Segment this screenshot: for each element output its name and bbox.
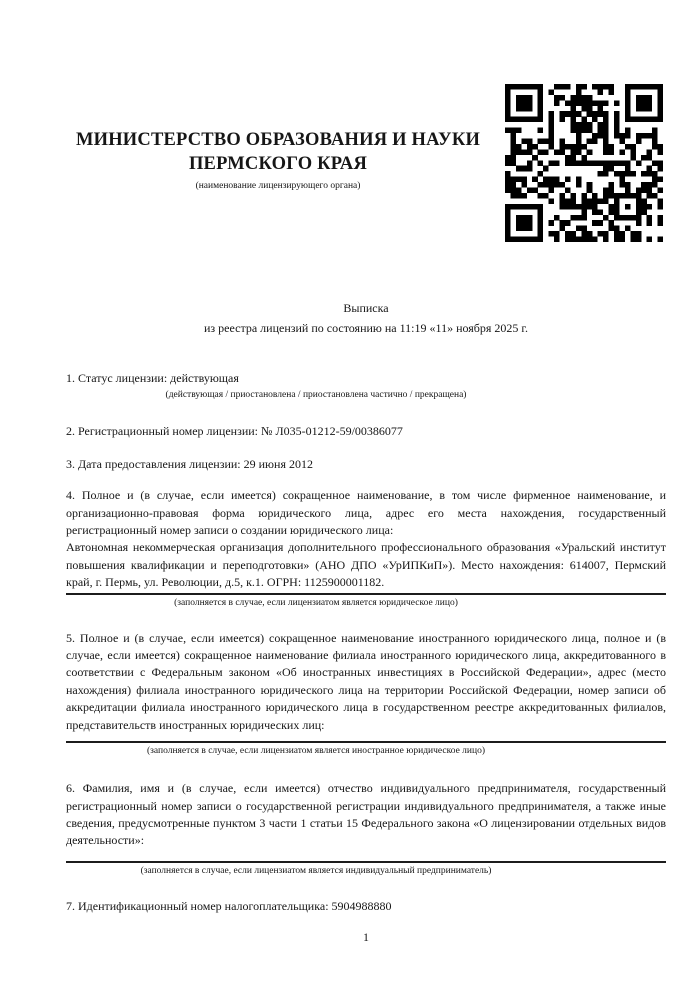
item-grant-date bbox=[66, 456, 666, 473]
item-legal-entity bbox=[66, 487, 666, 609]
ministry-name-line2: ПЕРМСКОГО КРАЯ bbox=[188, 154, 368, 174]
registration-number-text: 2. Регистрационный номер лицензии: № Л035-01212-59/00386077 bbox=[66, 424, 403, 439]
document-body bbox=[66, 298, 666, 946]
item-registration-number bbox=[66, 423, 666, 440]
legal-entity-fill-rule bbox=[66, 593, 666, 595]
licensing-authority-caption: (наименование лицензирующего органа) bbox=[195, 181, 361, 191]
foreign-entity-fill-rule bbox=[66, 741, 666, 743]
individual-entrepreneur-caption: (заполняется в случае, если лицензиатом является индивидуальный предприниматель) bbox=[140, 865, 492, 876]
item-license-status bbox=[66, 370, 666, 402]
item-individual-entrepreneur bbox=[66, 780, 666, 878]
item-foreign-entity bbox=[66, 630, 666, 758]
foreign-entity-question: 5. Полное и (в случае, если имеется) сокращенное наименование иностранного юридического лица, полное и (в случае, если имеется) сокращенное наименование филиала иностранного юридического лица, аккредитованного в соответствии с Федеральным законом «Об иностранных инвестициях в Российской Федерации», адрес (место нахождения) филиала иностранного юридического лица на территории Российской Федерации, номер записи об аккредитации филиала иностранного юридического лица в государственном реестре аккредитованных филиалов, представительств иностранных юридических лиц: bbox=[66, 630, 666, 732]
item-inn bbox=[66, 898, 666, 915]
legal-entity-question: 4. Полное и (в случае, если имеется) сокращенное наименование, в том числе фирменное наименование, и организационно-правовая форма юридического лица, адрес его места нахождения, государственный регистрационный номер записи о создании юридического лица: bbox=[66, 488, 666, 538]
legal-entity-caption: (заполняется в случае, если лицензиатом является юридическое лицо) bbox=[174, 597, 458, 608]
ministry-header bbox=[66, 128, 490, 193]
qr-code-image bbox=[505, 84, 663, 242]
page-number: 1 bbox=[363, 930, 369, 945]
foreign-entity-caption: (заполняется в случае, если лицензиатом является иностранное юридическое лицо) bbox=[147, 746, 485, 757]
qr-code bbox=[505, 84, 663, 242]
inn-text: 7. Идентификационный номер налогоплательщика: 5904988880 bbox=[66, 898, 392, 913]
individual-entrepreneur-fill-rule bbox=[66, 861, 666, 863]
license-status-text: 1. Статус лицензии: действующая bbox=[66, 371, 239, 385]
legal-entity-answer: Автономная некоммерческая организация дополнительного профессионального образования «Уральский институт повышения квалификации и переподготовки» (АНО ДПО «УрИПКиП»). Место нахождения: 614007, Пермский край, г. Пермь, ул. Революции, д.5, к.1. ОГРН: 1125900001182. bbox=[66, 540, 666, 590]
grant-date-text: 3. Дата предоставления лицензии: 29 июня 2012 bbox=[66, 456, 313, 471]
document-subtitle: из реестра лицензий по состоянию на 11:19 «11» ноября 2025 г. bbox=[204, 321, 528, 335]
license-status-options-caption: (действующая / приостановлена / приостановлена частично / прекращена) bbox=[165, 390, 467, 401]
document-title: Выписка bbox=[343, 301, 389, 315]
individual-entrepreneur-question: 6. Фамилия, имя и (в случае, если имеется) отчество индивидуального предпринимателя, государственный регистрационный номер записи о государственной регистрации индивидуального предпринимателя, а также иные сведения, предусмотренные пунктом 3 части 1 статьи 15 Федерального закона «О лицензировании отдельных видов деятельности»: bbox=[66, 781, 666, 848]
ministry-name-line1: МИНИСТЕРСТВО ОБРАЗОВАНИЯ И НАУКИ bbox=[75, 130, 481, 150]
